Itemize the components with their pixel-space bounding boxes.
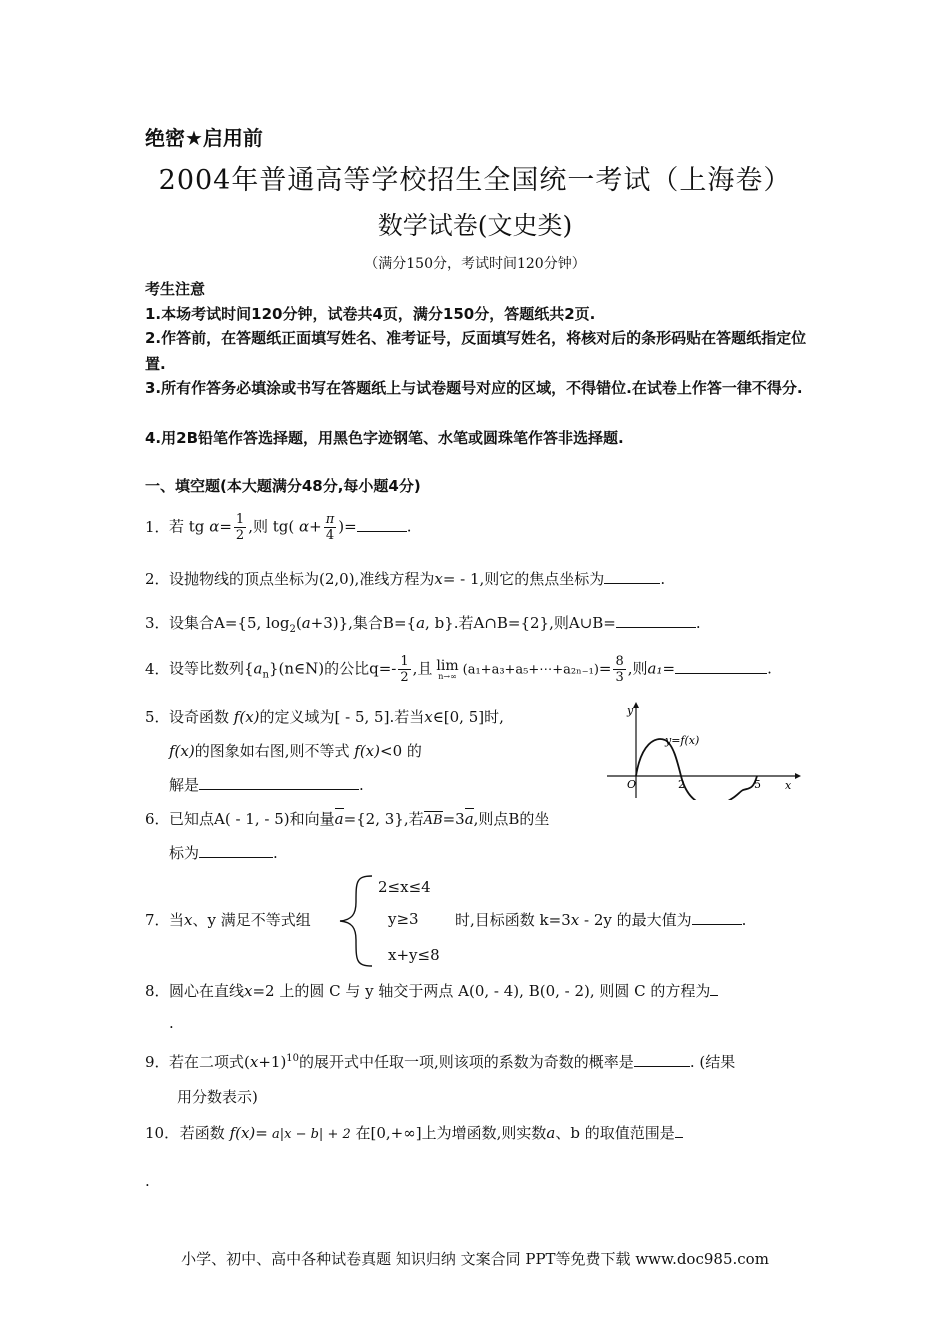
fraction-one-half [234, 512, 246, 543]
question-5 [145, 706, 504, 727]
period: . [406, 517, 412, 536]
notice-item-2: 2.作答前，在答题纸正面填写姓名、准考证号，反面填写姓名，将核对后的条形码贴在答题纸指定位置. [145, 329, 807, 373]
question-1 [145, 512, 411, 543]
q1-text: 若 tg [169, 517, 205, 536]
exam-subtitle: 数学试卷(文史类) [377, 211, 573, 240]
q6-text-4: ,则点B的坐 [473, 810, 550, 828]
q5-text-2: 的定义域为[ - 5, 5].若当 [259, 708, 425, 726]
answer-blank[interactable] [692, 910, 742, 925]
vector-a: a [334, 810, 344, 828]
q9-text: 若在二项式( [169, 1053, 250, 1071]
fraction-pi-quarter [324, 512, 337, 543]
variable-a: a [546, 1124, 556, 1142]
q5-text-3: ∈[0, 5]时, [432, 708, 504, 726]
period: . [741, 911, 747, 929]
q2-text: 设抛物线的顶点坐标为(2,0),准线方程为 [169, 570, 435, 588]
question-7-tail [455, 909, 746, 930]
question-number: 4． [145, 659, 170, 678]
q2-text-2: = - 1,则它的焦点坐标为 [442, 570, 605, 588]
question-8-line-2: . [169, 1014, 174, 1032]
fraction-one-half [398, 654, 410, 685]
numerator: 1 [235, 512, 245, 527]
period: . [767, 659, 772, 678]
q6-text-3: =3 [442, 810, 465, 828]
notice-item-1: 1.本场考试时间120分钟，试卷共4页，满分150分，答题纸共2页. [145, 305, 596, 323]
equals-sign: = [598, 659, 612, 678]
q1-text-mid: ,则 tg( [248, 517, 295, 536]
question-number: 1． [145, 517, 170, 536]
question-6 [145, 808, 549, 829]
q3-text: 设集合A={5, log [169, 614, 290, 632]
q3-text-2: ( [295, 614, 302, 632]
question-6-line-2 [169, 842, 278, 863]
q9-text-3: 的展开式中任取一项,则该项的系数为奇数的概率是 [299, 1053, 634, 1071]
answer-blank[interactable] [710, 981, 718, 996]
notice-item-3: 3.所有作答务必填涂或书写在答题纸上与试卷题号对应的区域，不得错位.在试卷上作答一律不得分. [145, 379, 803, 397]
q4-text-4: ,则 [627, 659, 648, 678]
question-4 [145, 654, 772, 685]
alpha-symbol: α [209, 517, 220, 536]
q8-text: 圆心在直线 [169, 982, 245, 1000]
answer-blank[interactable] [199, 843, 273, 858]
variable-a: a [301, 614, 311, 632]
denominator: 3 [615, 670, 624, 685]
notice-heading: 考生注意 [145, 280, 206, 298]
x-axis-arrow [795, 773, 801, 779]
period: . [359, 776, 364, 794]
function-f: f(x) [354, 742, 380, 760]
q4-text: 设等比数列{ [169, 659, 254, 678]
function-f: f(x) [169, 742, 195, 760]
function-expression: a|x − b| + 2 [267, 1127, 351, 1142]
question-number: 10． [145, 1124, 180, 1142]
question-number: 9． [145, 1053, 170, 1071]
question-number: 2． [145, 570, 170, 588]
constraint-3: x+y≤8 [388, 946, 440, 964]
question-2 [145, 568, 665, 589]
q5-line2-text: 的图象如右图,则不等式 [194, 742, 350, 760]
period: . [660, 570, 666, 588]
y-axis-arrow [633, 702, 639, 708]
q7-text-4: - 2y 的最大值为 [579, 911, 692, 929]
q4-text-3: ,且 [412, 659, 433, 678]
q5-line3-text: 解是 [169, 776, 200, 794]
question-7 [145, 909, 311, 930]
question-3 [145, 612, 701, 635]
denominator: 2 [400, 670, 409, 685]
section-heading: 一、填空题(本大题满分48分,每小题4分) [145, 477, 421, 495]
constraint-1: 2≤x≤4 [378, 878, 431, 896]
answer-blank[interactable] [675, 1123, 683, 1138]
q7-text-2: 、y 满足不等式组 [192, 911, 311, 929]
variable-x: x [424, 708, 433, 726]
function-label: y=f(x) [665, 734, 700, 747]
numerator: 8 [615, 654, 624, 669]
denominator: 2 [235, 528, 245, 543]
period: . [273, 844, 278, 862]
vector-ab: AB [423, 813, 443, 828]
answer-blank[interactable] [675, 659, 767, 674]
page-footer: 小学、初中、高中各种试卷真题 知识归纳 文案合同 PPT等免费下载 www.doc985.com [181, 1250, 769, 1268]
function-f: f(x) [233, 708, 260, 726]
variable-a: a [416, 614, 426, 632]
lim-subscript: n→∞ [438, 671, 457, 681]
question-9 [145, 1051, 735, 1072]
constraint-2: y≥3 [388, 910, 419, 928]
variable-x: x [249, 1053, 259, 1071]
denominator: 4 [325, 528, 335, 543]
answer-blank[interactable] [357, 517, 407, 532]
plus-sign: + [309, 517, 322, 536]
q7-text: 当 [169, 911, 185, 929]
question-9-line-2: 用分数表示) [177, 1088, 258, 1106]
variable-a: a [253, 659, 263, 678]
q7-text-3: 时,目标函数 k=3 [455, 911, 571, 929]
q9-text-4: . (结果 [689, 1053, 736, 1071]
question-number: 6． [145, 810, 170, 828]
fraction-eight-thirds [613, 654, 625, 685]
variable-x: x [570, 911, 580, 929]
q10-text-2: 在[0,+∞]上为增函数,则实数 [350, 1124, 547, 1142]
variable-x: x [434, 570, 443, 588]
q8-text-2: =2 上的圆 C 与 y 轴交于两点 A(0, - 4), B(0, - 2), 则圆 C 的方程为 [252, 982, 711, 1000]
x-axis-label: x [785, 779, 792, 792]
question-number: 5． [145, 708, 170, 726]
limit-symbol [436, 659, 458, 681]
q1-text-end: )= [338, 517, 357, 536]
q6-line2-text: 标为 [169, 844, 200, 862]
exponent: 10 [286, 1053, 300, 1064]
q6-text: 已知点A( - 1, - 5)和向量 [169, 810, 335, 828]
variable-x: x [184, 911, 193, 929]
lim-text: lim [436, 657, 459, 674]
vector-a: a [464, 810, 474, 828]
answer-blank[interactable] [199, 775, 359, 790]
alpha-symbol: α [299, 517, 310, 536]
question-10-line-2: . [145, 1172, 150, 1190]
notice-item-4: 4.用2B铅笔作答选择题，用黑色字迹钢笔、水笔或圆珠笔作答非选择题. [145, 429, 624, 447]
question-5-line-2 [169, 740, 422, 761]
answer-blank[interactable] [616, 613, 696, 628]
q5-text: 设奇函数 [169, 708, 230, 726]
question-10 [145, 1122, 683, 1143]
period: . [695, 614, 701, 632]
q5-line2-end: <0 的 [380, 742, 422, 760]
confidential-mark: 绝密★启用前 [145, 126, 263, 150]
a1-term: a₁= [647, 659, 676, 678]
function-f: f(x)= [229, 1124, 268, 1142]
log-base: 2 [289, 624, 296, 635]
exam-meta: （满分150分，考试时间120分钟） [364, 256, 586, 272]
q3-text-4: , b}.若A∩B={2},则A∪B= [425, 614, 616, 632]
q4-text-2: }(n∈N)的公比q=- [268, 659, 397, 678]
variable-x: x [244, 982, 253, 1000]
y-axis-label: y [627, 704, 634, 717]
question-number: 3． [145, 614, 170, 632]
answer-blank[interactable] [634, 1052, 690, 1067]
question-number: 8． [145, 982, 170, 1000]
tick-label-5: 5 [754, 778, 761, 791]
series-expression: (a₁+a₃+a₅+⋯+a₂ₙ₋₁) [462, 662, 599, 678]
subscript-n: n [262, 669, 269, 681]
question-8 [145, 980, 718, 1001]
question-number: 7． [145, 911, 170, 929]
exam-title: 2004年普通高等学校招生全国统一考试（上海卷） [158, 165, 792, 196]
q10-text: 若函数 [175, 1124, 225, 1142]
q3-text-3: +3)},集合B={ [310, 614, 417, 632]
q9-text-2: +1) [258, 1053, 287, 1071]
numerator: 1 [400, 654, 409, 669]
q6-text-2: ={2, 3},若 [343, 810, 424, 828]
q10-text-3: 、b 的取值范围是 [555, 1124, 675, 1142]
system-brace [336, 872, 376, 970]
answer-blank[interactable] [604, 569, 660, 584]
numerator: π [325, 512, 335, 527]
origin-label: O [627, 778, 637, 791]
question-5-line-3 [169, 774, 364, 795]
tick-label-2: 2 [678, 778, 685, 791]
function-curve [636, 739, 757, 800]
equals-sign: = [219, 517, 232, 536]
function-graph [603, 700, 803, 800]
